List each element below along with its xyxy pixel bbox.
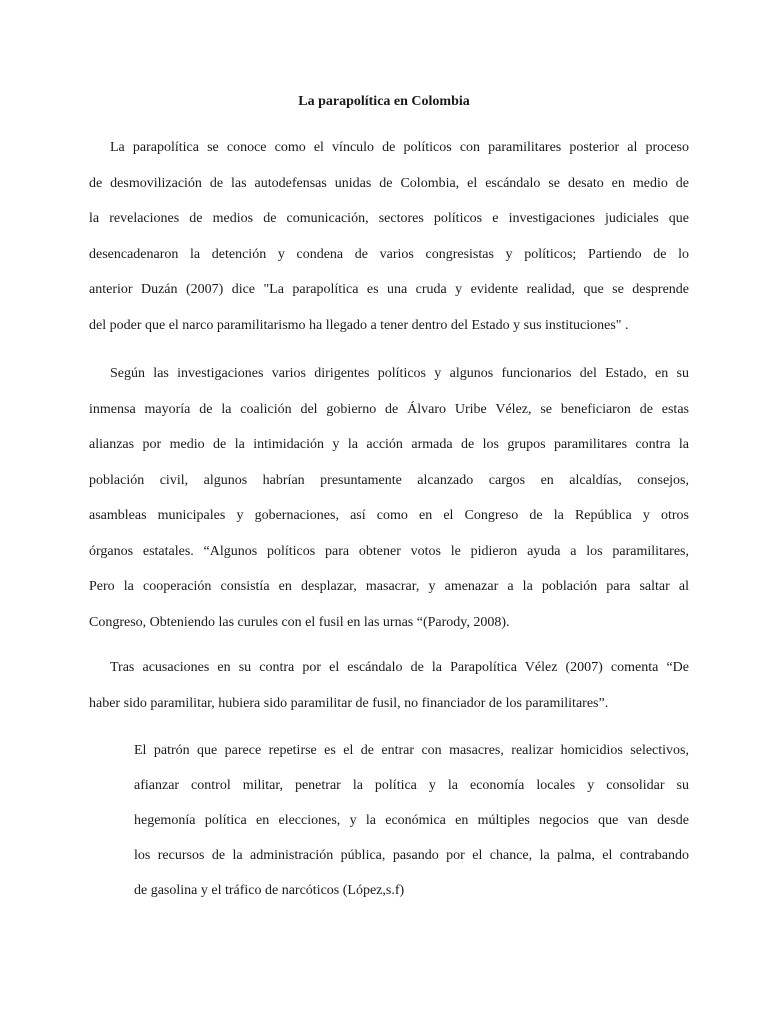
block-quote [134,741,689,901]
quote-line: El patrón que parece repetirse es el de entrar con masacres, realizar homicidios selectivos, [134,743,689,758]
paragraph-line: del poder que el narco paramilitarismo ha llegado a tener dentro del Estado y sus instituciones" . [89,317,629,333]
paragraph-line: inmensa mayoría de la coalición del gobierno de Álvaro Uribe Vélez, se beneficiaron de estas [89,401,689,417]
paragraph-line: Tras acusaciones en su contra por el escándalo de la Parapolítica Vélez (2007) comenta “De [110,660,689,675]
paragraph-3 [89,658,689,714]
quote-line: hegemonía política en elecciones, y la económica en múltiples negocios que van desde [134,813,689,828]
paragraph-line: órganos estatales. “Algunos políticos para obtener votos le pidieron ayuda a los paramilitares, [89,543,689,559]
paragraph-line: haber sido paramilitar, hubiera sido paramilitar de fusil, no financiador de los paramilitares”. [89,695,609,711]
paragraph-line: anterior Duzán (2007) dice "La parapolítica es una cruda y evidente realidad, que se desprende [89,282,689,297]
paragraph-line: Congreso, Obteniendo las curules con el fusil en las urnas “(Parody, 2008). [89,614,510,630]
paragraph-line: alianzas por medio de la intimidación y la acción armada de los grupos paramilitares contra la [89,437,689,452]
quote-line: los recursos de la administración pública, pasando por el chance, la palma, el contrabando [134,848,689,863]
paragraph-line: población civil, algunos habrían presuntamente alcanzado cargos en alcaldías, consejos, [89,472,689,488]
document-title: La parapolítica en Colombia [298,94,470,109]
paragraph-line: asambleas municipales y gobernaciones, así como en el Congreso de la República y otros [89,508,689,523]
paragraph-line: desencadenaron la detención y condena de varios congresistas y políticos; Partiendo de lo [89,246,689,262]
paragraph-line: de desmovilización de las autodefensas unidas de Colombia, el escándalo se desato en medio de [89,175,689,191]
quote-line: afianzar control militar, penetrar la política y la economía locales y consolidar su [134,778,689,793]
paragraph-1 [89,138,689,336]
paragraph-line: la revelaciones de medios de comunicación, sectores políticos e investigaciones judiciales que [89,211,689,226]
paragraph-line: Pero la cooperación consistía en desplazar, masacrar, y amenazar a la población para saltar al [89,579,689,594]
quote-line: de gasolina y el tráfico de narcóticos (López,s.f) [134,883,405,898]
paragraph-2 [89,364,689,633]
paragraph-line: Según las investigaciones varios dirigentes políticos y algunos funcionarios del Estado, en su [110,366,689,381]
paragraph-line: La parapolítica se conoce como el vínculo de políticos con paramilitares posterior al proceso [110,140,689,155]
